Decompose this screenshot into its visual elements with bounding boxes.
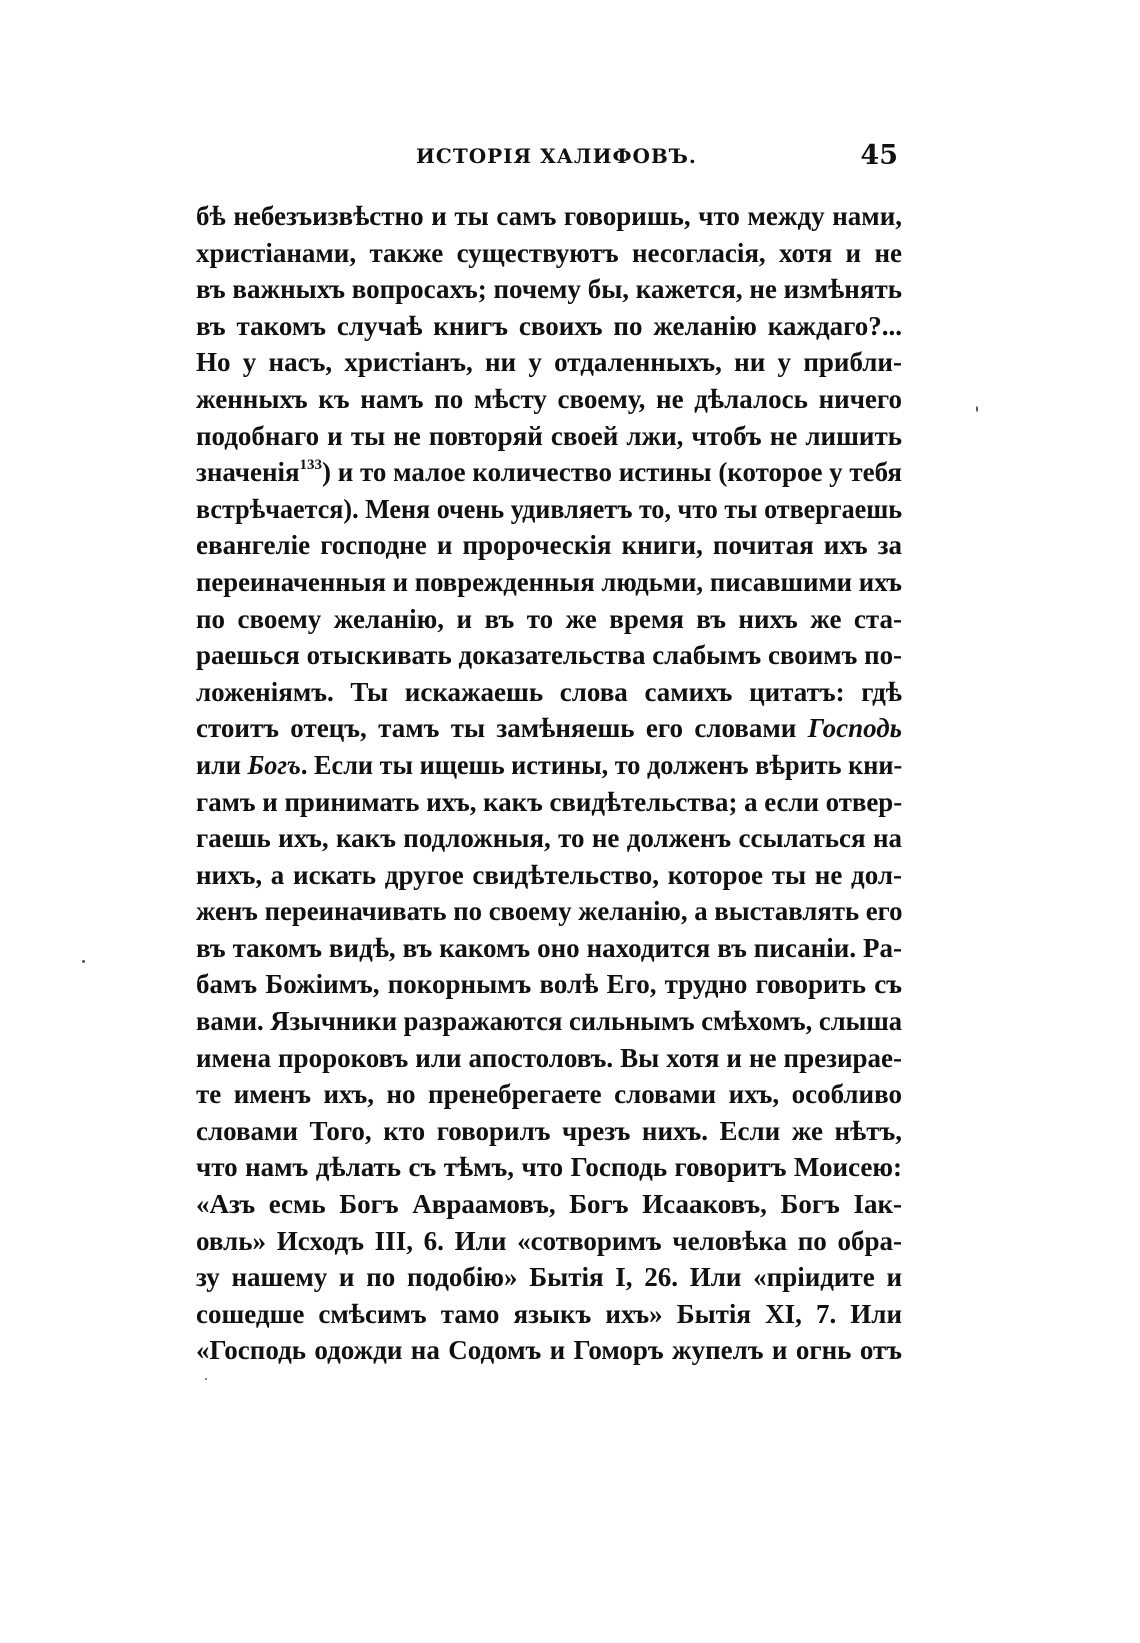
text-line: те именъ ихъ, но пренебрегаете словами ихъ, особливо (196, 1079, 902, 1110)
text-line: «Азъ есмь Богъ Авраамовъ, Богъ Исааковъ, Богъ Іак- (196, 1189, 902, 1220)
text-line: женъ переиначивать по своему желанію, а выставлять его (196, 896, 903, 927)
scan-speck (976, 406, 978, 412)
line-text: или (196, 749, 248, 780)
text-line: сошедше смѣсимъ тамо языкъ ихъ» Бытія XI, 7. Или (196, 1298, 902, 1329)
line-text: . Если ты ищешь истины, то долженъ вѣрить кни- (300, 749, 903, 780)
line-text: ) и то малое количество истины (которое у тебя (322, 457, 903, 488)
text-line: гаешь ихъ, какъ подложныя, то не долженъ ссылаться на (196, 823, 902, 854)
text-line: «Господь одожди на Содомъ и Гоморъ жупелъ и огнь отъ (196, 1335, 902, 1366)
italic-text: Господь (807, 713, 902, 744)
text-line: въ важныхъ вопросахъ; почему бы, кажется, не измѣнять (196, 274, 902, 305)
page-number: 45 (860, 140, 898, 171)
text-line: зу нашему и по подобію» Бытія I, 26. Или «пріидите и (196, 1262, 902, 1293)
line-text: значенія (196, 457, 300, 488)
text-line: женныхъ къ намъ по мѣсту своему, не дѣлалось ничего (196, 383, 902, 414)
text-line: имена пророковъ или апостоловъ. Вы хотя и не презирае- (196, 1042, 902, 1073)
text-line: евангеліе господне и пророческія книги, почитая ихъ за (196, 530, 902, 561)
text-line: христіанами, также существуютъ несогласія, хотя и не (196, 237, 902, 268)
text-line: что намъ дѣлать съ тѣмъ, что Господь говоритъ Моисею: (196, 1152, 902, 1183)
running-title: ИСТОРІЯ ХАЛИФОВЪ. (416, 144, 697, 168)
scan-speck (205, 1378, 207, 1380)
footnote-ref: 133 (299, 457, 323, 474)
text-line (196, 747, 902, 784)
text-line: подобнаго и ты не повторяй своей лжи, чтобъ не лишить (196, 420, 902, 451)
text-line: раешься отыскивать доказательства слабымъ своимъ по- (196, 640, 903, 671)
text-line: въ такомъ видѣ, въ какомъ оно находится въ писаніи. Ра- (196, 932, 902, 963)
scan-speck (82, 960, 85, 963)
line-text: стоитъ отецъ, тамъ ты замѣняешь его словами (196, 713, 808, 744)
text-line: гамъ и принимать ихъ, какъ свидѣтельства; а если отвер- (196, 786, 903, 817)
text-line: овль» Исходъ III, 6. Или «сотворимъ человѣка по обра- (196, 1225, 902, 1256)
text-line: Но у насъ, христіанъ, ни у отдаленныхъ, ни у прибли- (196, 347, 902, 378)
italic-text: Богъ (247, 749, 301, 780)
text-line: переиначенныя и поврежденныя людьми, писавшими ихъ (196, 566, 903, 597)
text-line (196, 710, 902, 747)
text-line: нихъ, а искать другое свидѣтельство, которое ты не дол- (196, 859, 902, 890)
text-line: въ такомъ случаѣ книгъ своихъ по желанію каждаго?... (196, 310, 902, 341)
body-text (196, 198, 902, 1369)
text-line: бамъ Божіимъ, покорнымъ волѣ Его, трудно говорить съ (196, 969, 902, 1000)
text-line: по своему желанію, и въ то же время въ нихъ же ста- (196, 603, 902, 634)
text-line (196, 454, 902, 491)
running-head (196, 140, 902, 180)
text-line: вами. Язычники разражаются сильнымъ смѣхомъ, слыша (196, 1006, 903, 1037)
text-line: встрѣчается). Меня очень удивляетъ то, что ты отвергаешь (196, 493, 902, 524)
text-line: ложеніямъ. Ты искажаешь слова самихъ цитатъ: гдѣ (196, 676, 902, 707)
text-line: бѣ небезъизвѣстно и ты самъ говоришь, что между нами, (196, 201, 902, 231)
text-line: словами Того, кто говорилъ чрезъ нихъ. Если же нѣтъ, (196, 1115, 902, 1146)
